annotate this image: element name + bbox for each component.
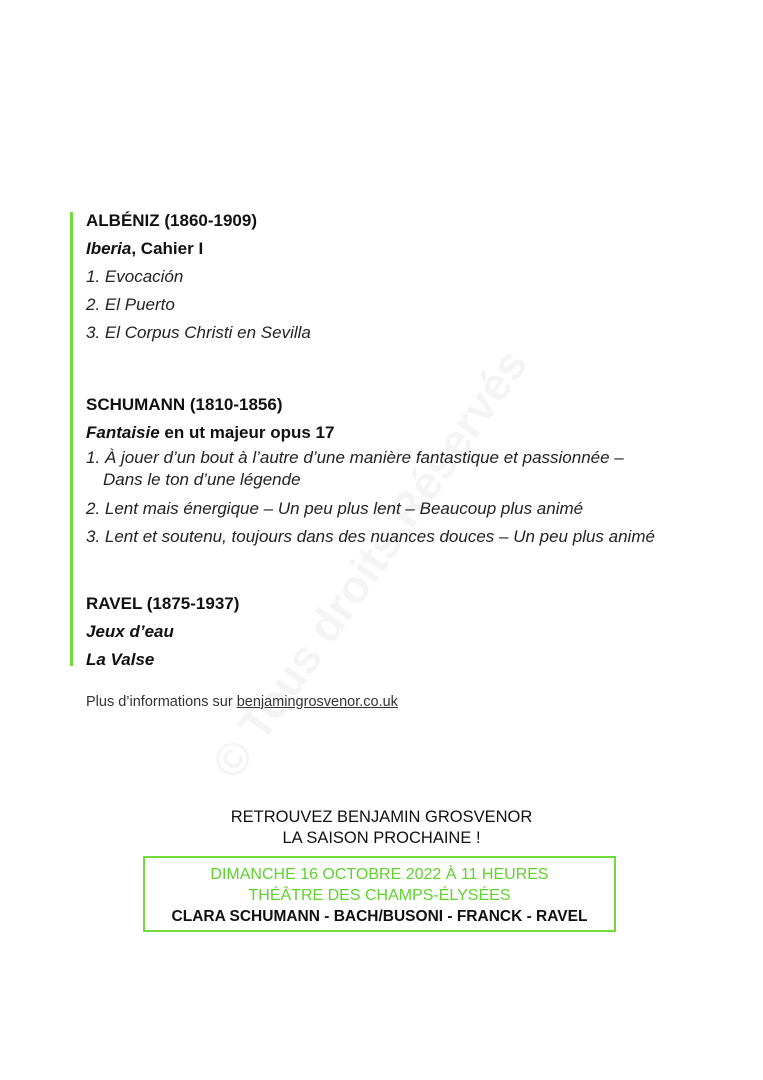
movement: 1. À jouer d’un bout à l’autre d’une manière fantastique et passionnée – Dans le ton d’une légende (86, 448, 624, 489)
more-info (86, 694, 398, 710)
promo-date: DIMANCHE 16 OCTOBRE 2022 À 11 HEURES (210, 866, 549, 883)
promo-venue: THÉÂTRE DES CHAMPS-ÉLYSÉES (248, 887, 511, 904)
work-title: Iberia, Cahier I (86, 239, 204, 258)
promo-heading (0, 807, 763, 849)
work-title: Jeux d’eau (86, 622, 174, 641)
movement: 2. Lent mais énergique – Un peu plus lent – Beaucoup plus animé (86, 499, 584, 518)
composer-heading: ALBÉNIZ (1860-1909) (86, 211, 258, 230)
movement: 2. El Puerto (86, 295, 175, 314)
work-title: Fantaisie en ut majeur opus 17 (86, 423, 335, 442)
info-text: Plus d’informations sur (86, 694, 237, 710)
composer-heading: RAVEL (1875-1937) (86, 594, 240, 613)
movement: 3. Lent et soutenu, toujours dans des nuances douces – Un peu plus animé (86, 527, 655, 546)
movement: 1. Evocación (86, 267, 184, 286)
website-link[interactable]: benjamingrosvenor.co.uk (236, 694, 398, 710)
promo-line: LA SAISON PROCHAINE ! (282, 829, 481, 847)
program-section-schumann (86, 391, 746, 551)
promo-box (143, 856, 616, 932)
program-section-albeniz (86, 207, 746, 347)
movement: 3. El Corpus Christi en Sevilla (86, 323, 311, 342)
program-section-ravel (86, 590, 746, 674)
composer-heading: SCHUMANN (1810-1856) (86, 395, 283, 414)
work-title: La Valse (86, 650, 155, 669)
promo-program: CLARA SCHUMANN - BACH/BUSONI - FRANCK - RAVEL (171, 908, 588, 925)
accent-bar (70, 212, 73, 666)
promo-line: RETROUVEZ BENJAMIN GROSVENOR (230, 808, 533, 826)
